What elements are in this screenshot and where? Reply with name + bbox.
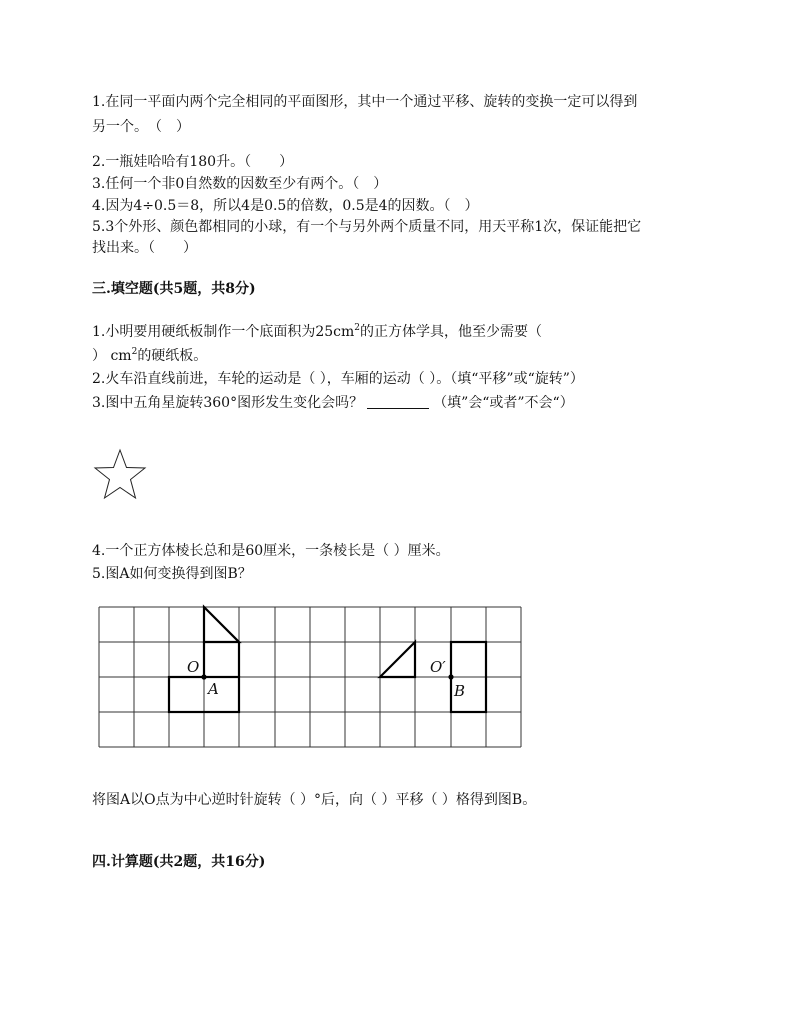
label-o-prime: O′	[430, 658, 446, 676]
answer-blank[interactable]	[367, 394, 429, 409]
judgment-q2: 2.一瓶娃哈哈有180升。（ ）	[92, 154, 294, 170]
label-b: B	[454, 682, 466, 700]
judgment-q3: 3.任何一个非0自然数的因数至少有两个。（ ）	[92, 176, 388, 192]
judgment-q4: 4.因为4÷0.5＝8，所以4是0.5的倍数，0.5是4的因数。（ ）	[92, 198, 479, 214]
label-o: O	[187, 658, 200, 676]
judgment-q1-line2: 另一个。 （ ）	[92, 119, 190, 135]
point-o	[201, 674, 206, 679]
fill-q5-answer: 将图A以O点为中心逆时针旋转（ ）°后，向（ ）平移（ ）格得到图B。	[92, 792, 537, 808]
fill-q4: 4.一个正方体棱长总和是60厘米，一条棱长是（ ）厘米。	[92, 543, 450, 559]
fill-q2: 2.火车沿直线前进，车轮的运动是（ ），车厢的运动（ ）。（填“平移”或“旋转”）	[92, 371, 584, 387]
judgment-q5-line2: 找出来。（ ）	[92, 240, 197, 256]
judgment-q5-line1: 5.3个外形、颜色都相同的小球，有一个与另外两个质量不同，用天平称1次，保证能把它	[92, 219, 642, 235]
rotation-grid-figure	[95, 603, 525, 751]
figure-b-triangle	[380, 642, 415, 677]
label-a: A	[208, 680, 219, 698]
judgment-q1-line1: 1.在同一平面内两个完全相同的平面图形，其中一个通过平移、旋转的变换一定可以得到	[92, 94, 638, 110]
section3-title: 三.填空题(共5题，共8分)	[92, 281, 256, 297]
fill-q1-line1: 1.小明要用硬纸板制作一个底面积为$25cm^2$的正方体学具，他至少需要（	[92, 323, 543, 340]
fill-q3: 3.图中五角星旋转360°图形发生变化会吗？ （填”会“或者”不会“）	[92, 395, 574, 411]
section4-title: 四.计算题(共2题，共16分)	[92, 854, 266, 870]
point-o-prime	[448, 674, 453, 679]
fill-q5: 5.图A如何变换得到图B？	[92, 566, 252, 582]
fill-q1-line2: ） $cm^2$的硬纸板。	[92, 347, 208, 364]
figure-a-stem	[204, 642, 239, 677]
figure-a-triangle	[204, 607, 239, 642]
star-figure	[92, 448, 148, 502]
